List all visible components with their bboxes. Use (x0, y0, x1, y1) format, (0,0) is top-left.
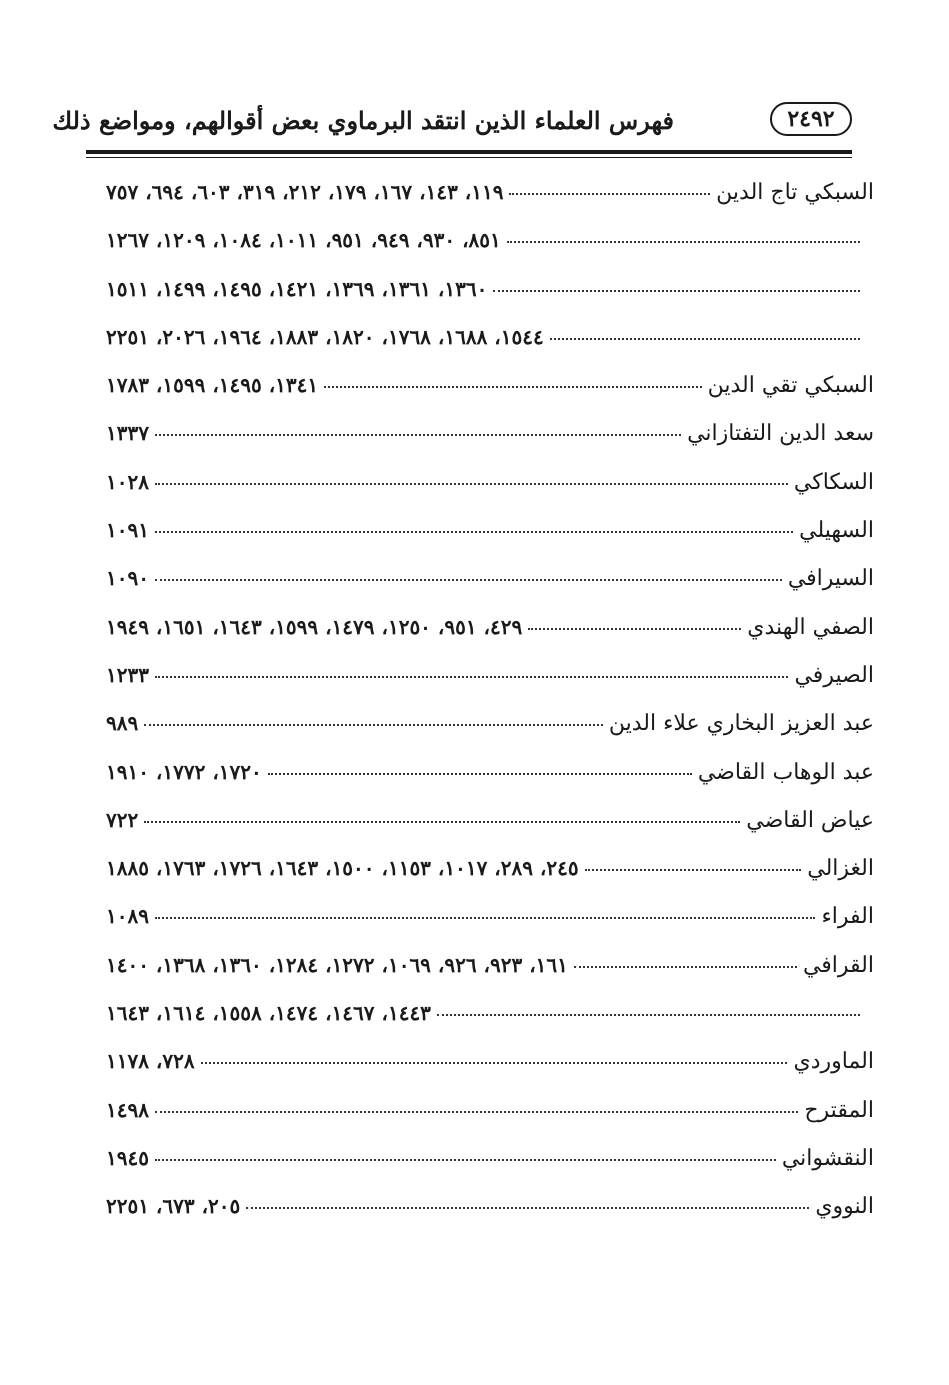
index-entry (106, 1001, 874, 1049)
index-entry (106, 421, 874, 469)
entry-pages: ٢٠٥، ٦٧٣، ٢٢٥١ (106, 1194, 241, 1219)
page-header (52, 100, 852, 150)
entry-pages: ١١٩، ١٤٣، ١٦٧، ١٧٩، ٢١٢، ٣١٩، ٦٠٣، ٦٩٤، ٧٥٧ (106, 180, 504, 204)
entry-pages: ١٩٤٥ (106, 1145, 149, 1170)
entry-name: عبد العزيز البخاري علاء الدين (608, 711, 874, 737)
index-entry (106, 1194, 874, 1242)
entry-name: الفراء (821, 904, 874, 930)
entry-name: السبكي تاج الدين (716, 180, 874, 205)
dot-leader (585, 869, 802, 871)
index-entry (106, 711, 874, 759)
entry-name: الصفي الهندي (747, 614, 874, 640)
index-entry (106, 1146, 874, 1194)
dot-leader (155, 917, 815, 919)
index-entry (106, 953, 874, 1001)
entry-pages: ١٣٣٧ (106, 421, 149, 446)
dot-leader (144, 821, 740, 823)
entry-pages: ١٧٢٠، ١٧٧٢، ١٩١٠ (106, 759, 262, 784)
entry-pages: ١٠٩١ (106, 518, 149, 543)
dot-leader (144, 724, 603, 726)
entry-pages: ١٤٩٨ (106, 1097, 149, 1122)
dot-leader (509, 193, 710, 195)
entry-pages: ١٠٨٩ (106, 904, 149, 929)
index-entry (106, 760, 874, 808)
dot-leader (507, 241, 860, 243)
dot-leader (324, 386, 701, 388)
entry-name: النووي (815, 1194, 874, 1220)
index-entry (106, 470, 874, 518)
dot-leader (437, 1014, 860, 1016)
entry-name: النقشواني (781, 1145, 874, 1171)
dot-leader (493, 290, 860, 292)
entry-name: السهيلي (799, 518, 874, 544)
entry-pages: ١٣٤١، ١٤٩٥، ١٥٩٩، ١٧٨٣ (106, 373, 319, 398)
entry-pages: ٨٥١، ٩٣٠، ٩٤٩، ٩٥١، ١٠١١، ١٠٨٤، ١٢٠٩، ١٢٦٧ (106, 228, 501, 253)
entry-name: عبد الوهاب القاضي (697, 759, 874, 785)
entry-name: السيرافي (787, 566, 874, 592)
entry-pages: ٧٢٨، ١١٧٨ (106, 1049, 195, 1074)
entry-pages: ١٥٤٤، ١٦٨٨، ١٧٦٨، ١٨٢٠، ١٨٨٣، ١٩٦٤، ٢٠٢٦، ٢٢٥١ (106, 324, 544, 349)
index-entry (106, 277, 874, 325)
dot-leader (550, 338, 860, 340)
dot-leader (155, 434, 681, 436)
dot-leader (155, 1111, 798, 1113)
entry-name: الصيرفي (794, 662, 874, 688)
entry-pages: ١٢٣٣ (106, 662, 149, 687)
entry-name: السكاكي (793, 469, 874, 495)
entry-pages: ٩٨٩ (106, 711, 139, 736)
entry-name: الغزالي (807, 856, 874, 882)
entry-name: عياض القاضي (746, 807, 874, 833)
entry-name: الماوردي (793, 1049, 874, 1075)
dot-leader (246, 1207, 809, 1209)
index-entry (106, 373, 874, 421)
page-title: فهرس العلماء الذين انتقد البرماوي بعض أقوالهم، ومواضع ذلك (52, 106, 674, 135)
entry-name: القرافي (802, 952, 874, 978)
entry-name: السبكي تقي الدين (707, 373, 874, 399)
dot-leader (201, 1062, 788, 1064)
entry-pages: ١٠٢٨ (106, 469, 149, 494)
index-entry (106, 663, 874, 711)
index-entry (106, 856, 874, 904)
index-entry (106, 808, 874, 856)
entry-pages: ١٤٤٣، ١٤٦٧، ١٤٧٤، ١٥٥٨، ١٦١٤، ١٦٤٣ (106, 1001, 431, 1026)
entry-pages: ٤٢٩، ٩٥١، ١٢٥٠، ١٤٧٩، ١٥٩٩، ١٦٤٣، ١٦٥١، ١٩٤٩ (106, 614, 523, 639)
page-number-badge: ٢٤٩٢ (770, 102, 852, 136)
dot-leader (528, 628, 741, 630)
entry-name: المقترح (804, 1097, 874, 1123)
entry-pages: ٢٤٥، ٢٨٩، ١٠١٧، ١١٥٣، ١٥٠٠، ١٦٤٣، ١٧٢٦، ١٧٦٣، ١٨٨٥ (106, 856, 579, 881)
index-entry (106, 904, 874, 952)
entry-pages: ١٦١، ٩٢٣، ٩٢٦، ١٠٦٩، ١٢٧٢، ١٢٨٤، ١٣٦٠، ١٣٦٨، ١٤٠٠ (106, 952, 568, 977)
header-rule-thin (86, 157, 852, 158)
dot-leader (155, 579, 782, 581)
dot-leader (574, 966, 797, 968)
index-entry (106, 566, 874, 614)
dot-leader (155, 483, 788, 485)
index-entries (106, 180, 874, 1243)
entry-pages: ١٠٩٠ (106, 566, 149, 591)
dot-leader (155, 1159, 776, 1161)
index-entry (106, 1098, 874, 1146)
dot-leader (155, 531, 793, 533)
index-entry (106, 615, 874, 663)
entry-name: سعد الدين التفتازاني (687, 421, 874, 447)
entry-pages: ١٣٦٠، ١٣٦١، ١٣٦٩، ١٤٢١، ١٤٩٥، ١٤٩٩، ١٥١١ (106, 276, 488, 301)
index-entry (106, 228, 874, 276)
index-entry (106, 180, 874, 228)
index-entry (106, 1049, 874, 1097)
entry-pages: ٧٢٢ (106, 807, 139, 832)
header-rule-thick (86, 150, 852, 154)
index-entry (106, 325, 874, 373)
dot-leader (155, 676, 789, 678)
index-entry (106, 518, 874, 566)
dot-leader (268, 773, 692, 775)
